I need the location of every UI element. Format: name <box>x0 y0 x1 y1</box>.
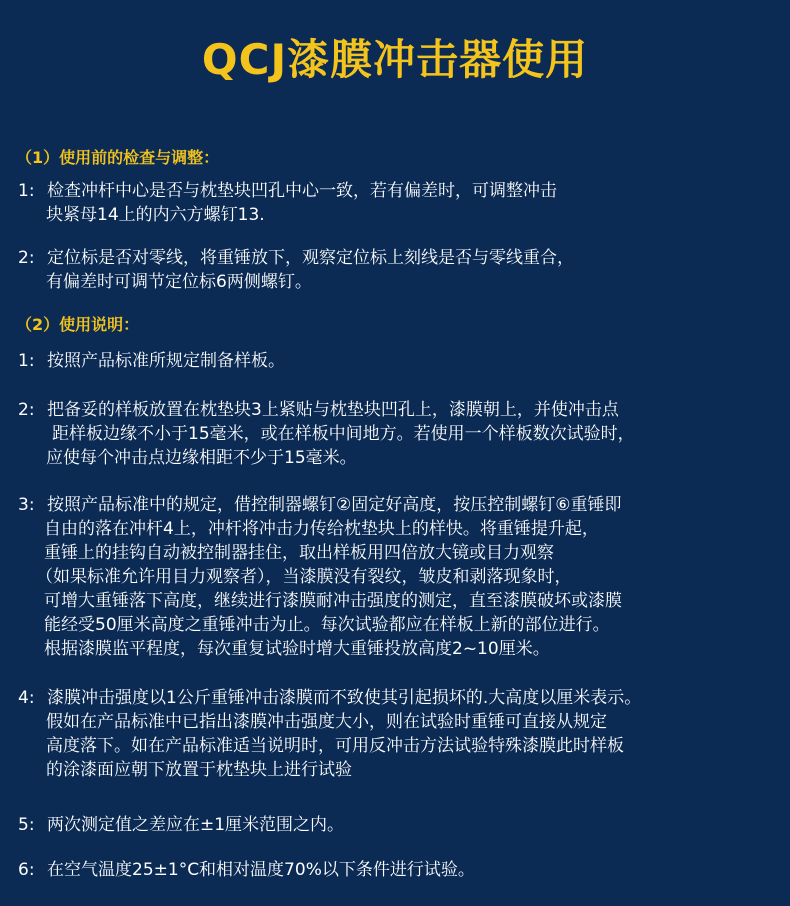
item-text-line: 按照产品标准所规定制备样板。 <box>47 351 285 371</box>
list-item <box>18 246 778 294</box>
item-text-line: 假如在产品标准中已指出漆膜冲击强度大小，则在试验时重锤可直接从规定 <box>46 712 607 732</box>
list-item <box>18 813 778 837</box>
list-item <box>18 493 778 661</box>
item-text-line: 按照产品标准中的规定，借控制器螺钉②固定好高度，按压控制螺钉⑥重锤即 <box>47 495 622 515</box>
item-text-line: 距样板边缘不小于15毫米，或在样板中间地方。若使用一个样板数次试验时， <box>52 424 635 444</box>
item-text-line: 自由的落在冲杆4上，冲杆将冲击力传给枕垫块上的样快。将重锤提升起， <box>44 519 599 539</box>
item-text-line: 把备妥的样板放置在枕垫块3上紧贴与枕垫块凹孔上，漆膜朝上，并使冲击点 <box>47 400 619 420</box>
item-text-line: 高度落下。如在产品标准适当说明时，可用反冲击方法试验特殊漆膜此时样板 <box>46 736 624 756</box>
item-text-line: 检查冲杆中心是否与枕垫块凹孔中心一致，若有偏差时，可调整冲击 <box>47 181 557 201</box>
section-heading-usage: （2）使用说明： <box>16 315 140 334</box>
item-text-line: 可增大重锤落下高度，继续进行漆膜耐冲击强度的测定，直至漆膜破坏或漆膜 <box>44 591 622 611</box>
item-text-line: 块紧母14上的内六方螺钉13. <box>46 205 265 225</box>
section-heading-check: （1）使用前的检查与调整： <box>16 148 220 167</box>
list-item <box>18 398 778 470</box>
item-number: 1: <box>18 181 35 201</box>
item-text-line: 的涂漆面应朝下放置于枕垫块上进行试验 <box>46 760 352 780</box>
item-text-line: 定位标是否对零线，将重锤放下，观察定位标上刻线是否与零线重合， <box>47 248 574 268</box>
item-number: 3: <box>18 495 35 515</box>
item-text-line: （如果标准允许用目力观察者），当漆膜没有裂纹，皱皮和剥落现象时， <box>36 567 572 587</box>
list-item <box>18 179 778 227</box>
item-text-line: 漆膜冲击强度以1公斤重锤冲击漆膜而不致使其引起损坏的.大高度以厘米表示。 <box>47 688 642 708</box>
item-number: 1: <box>18 351 35 371</box>
list-item <box>18 686 778 782</box>
item-text-line: 两次测定值之差应在±1厘米范围之内。 <box>47 815 345 835</box>
item-number: 5: <box>18 815 35 835</box>
list-item <box>18 349 778 373</box>
item-number: 2: <box>18 400 35 420</box>
item-number: 6: <box>18 860 35 880</box>
item-number: 4: <box>18 688 35 708</box>
list-item <box>18 858 778 882</box>
item-text-line: 能经受50厘米高度之重锤冲击为止。每次试验都应在样板上新的部位进行。 <box>44 615 610 635</box>
item-text-line: 有偏差时可调节定位标6两侧螺钉。 <box>46 272 312 292</box>
item-number: 2: <box>18 248 35 268</box>
item-text-line: 在空气温度25±1°C和相对温度70%以下条件进行试验。 <box>47 860 475 880</box>
page-title: QCJ漆膜冲击器使用 <box>201 35 589 84</box>
item-text-line: 重锤上的挂钩自动被控制器挂住，取出样板用四倍放大镜或目力观察 <box>44 543 554 563</box>
item-text-line: 应使每个冲击点边缘相距不少于15毫米。 <box>46 448 357 468</box>
item-text-line: 根据漆膜监平程度，每次重复试验时增大重锤投放高度2~10厘米。 <box>44 639 550 659</box>
